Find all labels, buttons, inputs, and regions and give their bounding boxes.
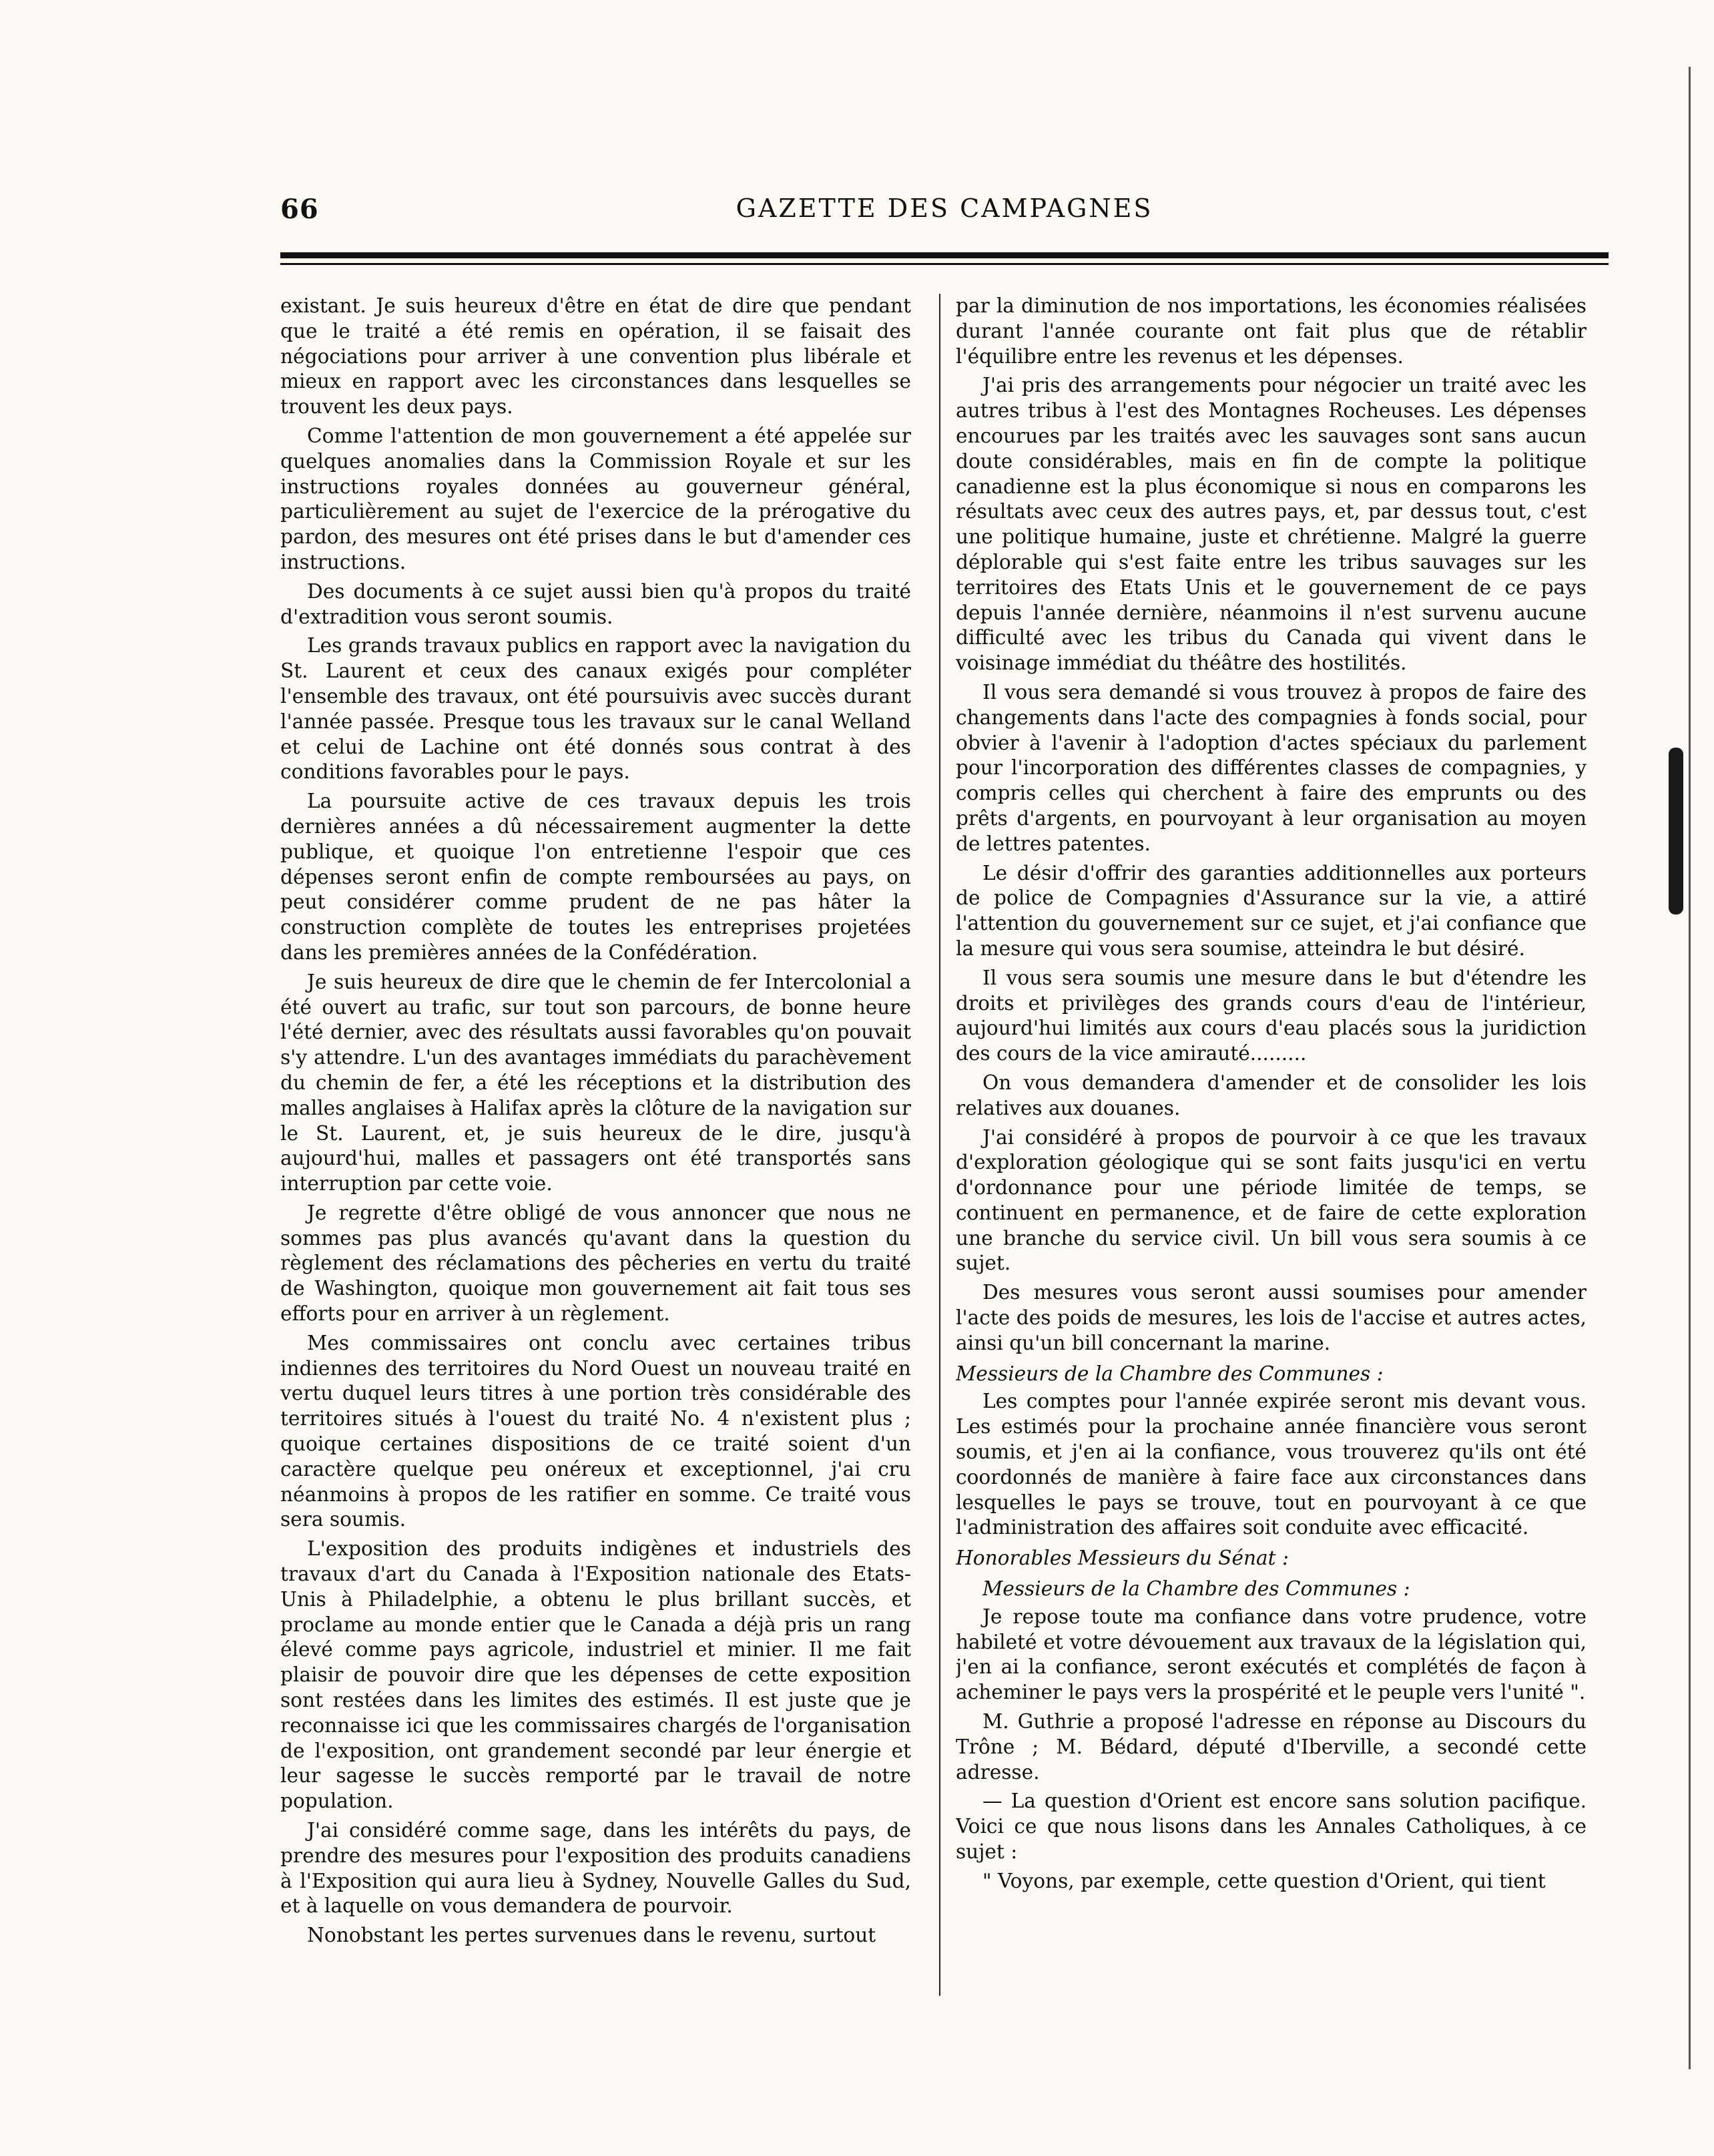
right-column <box>956 294 1587 2002</box>
paragraph: — La question d'Orient est encore sans solution pacifique. Voici ce que nous lisons dans les Annales Catholiques, à ce sujet : <box>956 1790 1587 1864</box>
salutation-commons: Messieurs de la Chambre des Communes : <box>956 1362 1384 1385</box>
running-title: GAZETTE DES CAMPAGNES <box>736 194 1153 223</box>
paragraph: Mes commissaires ont conclu avec certaines tribus indiennes des territoires du Nord Ouest un nouveau traité en vertu duquel leurs titres à une portion très considérable des territoires situés à l'ouest du traité No. 4 n'existent plus ; quoique certaines dispositions de ce traité soient d'un caractère quelque peu onéreux et exceptionnel, j'ai cru néanmoins à propos de les ratifier en somme. Ce traité vous sera soumis. <box>280 1331 911 1531</box>
paragraph: J'ai considéré comme sage, dans les intérêts du pays, de prendre des mesures pour l'exposition des produits canadiens à l'Exposition qui aura lieu à Sydney, Nouvelle Galles du Sud, et à laquelle on vous demandera de pourvoir. <box>280 1819 911 1918</box>
paragraph: J'ai pris des arrangements pour négocier un traité avec les autres tribus à l'est des Montagnes Rocheuses. Les dépenses encourues par les traités avec les sauvages sont sans aucun doute considérables, mais en fin de compte la politique canadienne est la plus économique si nous en comparons les résultats avec ceux des autres pays, et, par dessus tout, c'est une politique humaine, juste et chrétienne. Malgré la guerre déplorable qui s'est faite entre les tribus sauvages sur les territoires des Etats Unis et le gouvernement de ce pays depuis l'année dernière, néanmoins il n'est survenu aucune difficulté avec les tribus du Canada qui vivent dans le voisinage immédiat du théâtre des hostilités. <box>956 374 1587 675</box>
page-header <box>280 194 1609 234</box>
header-rule-thick <box>280 252 1609 258</box>
paragraph: L'exposition des produits indigènes et industriels des travaux d'art du Canada à l'Exposition nationale des Etats-Unis à Philadelphie, a obtenu le plus brillant succès, et proclame au monde entier que le Canada a déjà pris un rang élevé comme pays agricole, industriel et minier. Il me fait plaisir de pouvoir dire que les dépenses de cette exposition sont restées dans les limites des estimés. Il est juste que je reconnaisse ici que les commissaires chargés de l'organisation de l'exposition, ont grandement secondé par leur énergie et leur sagesse le succès remporté par le travail de notre population. <box>280 1537 911 1813</box>
paragraph: Je repose toute ma confiance dans votre prudence, votre habileté et votre dévouement aux travaux de la législation qui, j'en ai la confiance, seront exécutés et complétés de façon à acheminer le pays vers la prospérité et le peuple vers l'unité ". <box>956 1605 1587 1704</box>
page-number: 66 <box>280 194 319 225</box>
salutation-commons: Messieurs de la Chambre des Communes : <box>982 1577 1410 1601</box>
salutation-senate: Honorables Messieurs du Sénat : <box>956 1547 1289 1570</box>
header-rule-thin <box>280 263 1609 265</box>
paragraph: existant. Je suis heureux d'être en état de dire que pendant que le traité a été remis en opération, il se faisait des négociations pour arriver à une convention plus libérale et mieux en rapport avec les circonstances dans lesquelles se trouvent les deux pays. <box>280 294 911 419</box>
paragraph: Les comptes pour l'année expirée seront mis devant vous. Les estimés pour la prochaine année financière vous seront soumis, et j'en ai la confiance, vous trouverez qu'ils ont été coordonnés de manière à faire face aux circonstances dans lesquelles le pays se trouve, tout en pourvoyant à ce que l'administration des affaires soit conduite avec efficacité. <box>956 1390 1587 1539</box>
left-column <box>280 294 911 2002</box>
paragraph: " Voyons, par exemple, cette question d'Orient, qui tient <box>982 1869 1546 1892</box>
paragraph: On vous demandera d'amender et de consolider les lois relatives aux douanes. <box>956 1071 1587 1119</box>
paragraph: J'ai considéré à propos de pourvoir à ce que les travaux d'exploration géologique qui se sont faits jusqu'ici en vertu d'ordonnance pour une période limitée de temps, se continuent en permanence, et de faire de cette exploration une branche du service civil. Un bill vous sera soumis à ce sujet. <box>956 1125 1587 1275</box>
paragraph: Les grands travaux publics en rapport avec la navigation du St. Laurent et ceux des canaux exigés pour compléter l'ensemble des travaux, ont été poursuivis avec succès durant l'année passée. Presque tous les travaux sur le canal Welland et celui de Lachine ont été donnés sous contrat à des conditions favorables pour le pays. <box>280 634 911 784</box>
paragraph: Il vous sera demandé si vous trouvez à propos de faire des changements dans l'acte des compagnies à fonds social, pour obvier à l'avenir à l'adoption d'actes spéciaux du parlement pour l'incorporation des différentes classes de compagnies, y compris celles qui cherchent à faire des emprunts ou des prêts d'argents, en pourvoyant à leur organisation au moyen de lettres patentes. <box>956 680 1587 855</box>
paragraph: Des mesures vous seront aussi soumises pour amender l'acte des poids de mesures, les lois de l'accise et autres actes, ainsi qu'un bill concernant la marine. <box>956 1281 1587 1354</box>
paragraph: Nonobstant les pertes survenues dans le revenu, surtout <box>307 1924 876 1947</box>
column-divider <box>939 294 940 1996</box>
paragraph: par la diminution de nos importations, les économies réalisées durant l'année courante ont fait plus que de rétablir l'équilibre entre les revenus et les dépenses. <box>956 294 1587 368</box>
paragraph: Il vous sera soumis une mesure dans le but d'étendre les droits et privilèges des grands cours d'eau de l'intérieur, aujourd'hui limités aux cours d'eau placés sous la juridiction des cours de la vice amirauté......... <box>956 966 1587 1065</box>
paragraph: Des documents à ce sujet aussi bien qu'à propos du traité d'extradition vous seront soumis. <box>280 579 911 628</box>
paragraph: Je regrette d'être obligé de vous annoncer que nous ne sommes pas plus avancés qu'avant dans la question du règlement des réclamations des pêcheries en vertu du traité de Washington, quoique mon gouvernement ait fait tous ses efforts pour en arriver à un règlement. <box>280 1201 911 1326</box>
page-edge-line <box>1689 67 1691 2069</box>
paragraph: La poursuite active de ces travaux depuis les trois dernières années a dû nécessairement augmenter la dette publique, et quoique l'on entretienne l'espoir que ces dépenses seront enfin de compte remboursées au pays, on peut considérer comme prudent de ne pas hâter la construction complète de toutes les entreprises projetées dans les premières années de la Confédération. <box>280 790 911 964</box>
paragraph: Le désir d'offrir des garanties additionnelles aux porteurs de police de Compagnies d'Assurance sur la vie, a attiré l'attention du gouvernement sur ce sujet, et j'ai confiance que la mesure qui vous sera soumise, atteindra le but désiré. <box>956 861 1587 960</box>
scan-edge-mark <box>1669 748 1683 914</box>
paragraph: M. Guthrie a proposé l'adresse en réponse au Discours du Trône ; M. Bédard, député d'Iberville, a secondé cette adresse. <box>956 1710 1587 1784</box>
paragraph: Je suis heureux de dire que le chemin de fer Intercolonial a été ouvert au trafic, sur tout son parcours, de bonne heure l'été dernier, avec des résultats aussi favorables qu'on pouvait s'y attendre. L'un des avantages immédiats du parachèvement du chemin de fer, a été les réceptions et la distribution des malles anglaises à Halifax après la clôture de la navigation sur le St. Laurent, et, je suis heureux de le dire, jusqu'à aujourd'hui, malles et passagers ont été transportés sans interruption par cette voie. <box>280 970 911 1195</box>
paragraph: Comme l'attention de mon gouvernement a été appelée sur quelques anomalies dans la Commission Royale et sur les instructions royales données au gouverneur général, particulièrement au sujet de l'exercice de la prérogative du pardon, des mesures ont été prises dans le but d'amender ces instructions. <box>280 424 911 573</box>
